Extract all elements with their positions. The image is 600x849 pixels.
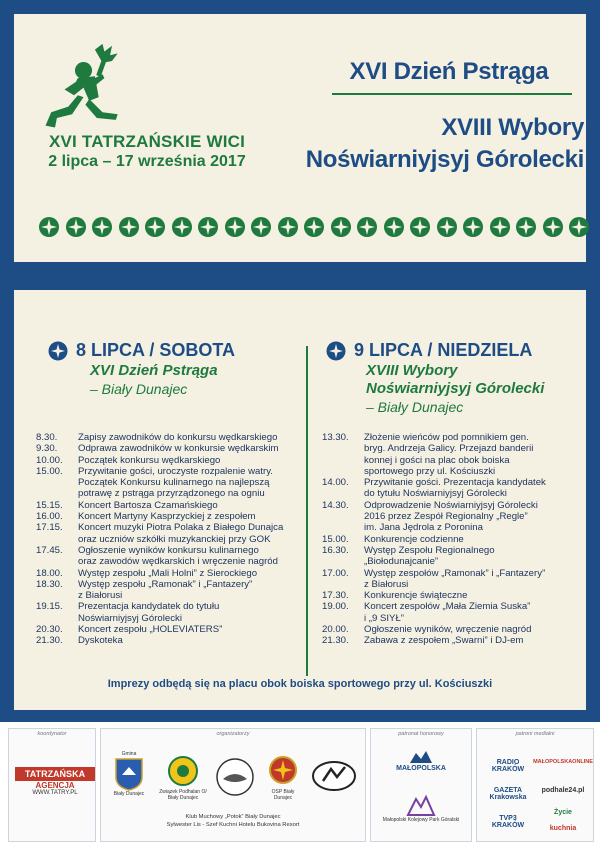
schedule-time bbox=[36, 613, 78, 624]
organizers-box bbox=[100, 728, 366, 842]
schedule-row bbox=[322, 488, 580, 499]
schedule-text: 2016 przez Zespół Regionalny „Regle” bbox=[364, 511, 528, 523]
schedule-row bbox=[322, 432, 580, 443]
schedule-text: oraz zawodów wędkarskich i wręczenie nagród bbox=[78, 556, 278, 568]
schedule-time: 21.30. bbox=[322, 635, 349, 647]
org3-name: OSP Biały Dunajec bbox=[271, 789, 295, 801]
radio-krakow-logo bbox=[483, 759, 533, 773]
rosette-icon bbox=[356, 216, 378, 238]
schedule-time: 19.15. bbox=[36, 601, 63, 613]
schedule-row bbox=[36, 579, 304, 590]
festival-title: XVI TATRZAŃSKIE WICI bbox=[48, 132, 246, 151]
day2-subtitle1: XVIII Wybory bbox=[366, 362, 458, 379]
org-bottom-line2: Sylwester Lis - Szef Kuchni Hotelu Bukovina Resort bbox=[166, 822, 300, 828]
malopolskaonline-logo bbox=[535, 759, 591, 765]
header-card bbox=[14, 14, 586, 262]
schedule-time: 15.00. bbox=[322, 533, 349, 545]
rosette-icon bbox=[568, 216, 590, 238]
schedule-text: Koncert zespołu „HOLEVIATERS” bbox=[78, 624, 223, 636]
rosette-icon bbox=[303, 216, 325, 238]
schedule-text: Ogłoszenie wyników, wręczenie nagród bbox=[364, 624, 532, 636]
fishing-club-logo-icon bbox=[215, 757, 255, 797]
rosette-icon bbox=[65, 216, 87, 238]
schedule-time: 15.15. bbox=[36, 499, 63, 511]
schedule-row bbox=[36, 477, 304, 488]
media-box bbox=[476, 728, 594, 842]
schedule-time bbox=[36, 534, 78, 545]
schedule-row bbox=[322, 601, 580, 612]
schedule-text: i „9 SIYŁ” bbox=[364, 612, 404, 624]
coordinator-box bbox=[8, 728, 96, 842]
park-logo bbox=[381, 793, 461, 823]
schedule-time bbox=[322, 511, 364, 522]
schedule-row bbox=[322, 556, 580, 567]
media6-name: Życie bbox=[554, 809, 572, 816]
schedule-text: Odprowadzenie Noświarniyjsyj Górolecki bbox=[364, 499, 538, 511]
schedule-time: 13.30. bbox=[322, 432, 349, 443]
rosette-icon bbox=[197, 216, 219, 238]
schedule-text: Występ zespołu „Ramonak” i „Fantazery” bbox=[78, 578, 253, 590]
day2-schedule bbox=[322, 432, 580, 647]
organizers-label: organizatorzy bbox=[216, 731, 250, 737]
podhale24-logo bbox=[535, 787, 591, 794]
schedule-time bbox=[36, 590, 78, 601]
malopolska-emblem-icon bbox=[406, 749, 436, 765]
title-divider bbox=[332, 93, 572, 95]
coordinator-logo-bottom: AGENCJA bbox=[35, 781, 75, 790]
zycie-logo bbox=[535, 809, 591, 816]
schedule-row bbox=[36, 545, 304, 556]
schedule-time: 17.30. bbox=[322, 590, 349, 602]
schedule-text: Przywitanie gości, uroczyste rozpalenie watry. bbox=[78, 465, 273, 477]
schedule-text: Zabawa z zespołem „Swarni” i DJ-em bbox=[364, 635, 524, 647]
day1-subtitle: XVI Dzień Pstrąga bbox=[90, 362, 218, 379]
schedule-row bbox=[322, 477, 580, 488]
coordinator-url: WWW.TATRY.PL bbox=[32, 790, 78, 796]
day1-subtitle-block bbox=[90, 362, 218, 398]
bukovina-logo-icon bbox=[311, 759, 357, 793]
schedule-text: z Białorusi bbox=[78, 590, 123, 602]
schedule-text: Koncert Martyny Kasprzyckiej z zespołem bbox=[78, 511, 256, 523]
day1-title: 8 LIPCA / SOBOTA bbox=[76, 340, 236, 360]
media4-name: podhale24.pl bbox=[541, 787, 585, 794]
schedule-time: 21.30. bbox=[36, 635, 63, 647]
day2-subtitle-block bbox=[366, 362, 544, 416]
rosette-icon bbox=[330, 216, 352, 238]
schedule-time bbox=[322, 556, 364, 567]
schedule-row bbox=[36, 556, 304, 567]
schedule-text: potrawę z pstrąga przyrządzonego na ogniu bbox=[78, 488, 265, 500]
osp-logo bbox=[263, 755, 303, 801]
schedule-text: Początek konkursu wędkarskiego bbox=[78, 454, 221, 466]
schedule-time: 17.45. bbox=[36, 544, 63, 556]
schedule-text: Początek Konkursu kulinarnego na najlepszą bbox=[78, 477, 270, 489]
schedule-time bbox=[322, 522, 364, 533]
patron-label: patronat honorowy bbox=[398, 731, 444, 737]
schedule-time: 8.30. bbox=[36, 432, 58, 443]
media5-name: TVP3 KRAKÓW bbox=[491, 815, 525, 829]
event2-title bbox=[282, 112, 584, 176]
schedule-text: Noświarniyjsyj Górolecki bbox=[78, 612, 182, 624]
day2-title: 9 LIPCA / NIEDZIELA bbox=[354, 340, 533, 360]
media2-name: MAŁOPOLSKAONLINE bbox=[533, 759, 593, 765]
event2-line2: Noświarniyjsyj Górolecki bbox=[305, 146, 584, 173]
schedule-time: 20.30. bbox=[36, 624, 63, 636]
schedule-time bbox=[322, 466, 364, 477]
schedule-time: 14.00. bbox=[322, 477, 349, 489]
schedule-row bbox=[36, 511, 304, 522]
organizers-extra bbox=[101, 813, 365, 829]
schedule-time bbox=[322, 579, 364, 590]
day2-place: – Biały Dunajec bbox=[366, 399, 464, 415]
schedule-time: 16.00. bbox=[36, 511, 63, 523]
rosette-icon bbox=[250, 216, 272, 238]
schedule-time bbox=[322, 488, 364, 499]
gazeta-krakowska-logo bbox=[483, 787, 533, 801]
program-card bbox=[14, 290, 586, 710]
schedule-row bbox=[36, 601, 304, 612]
schedule-row bbox=[322, 545, 580, 556]
schedule-row bbox=[36, 534, 304, 545]
rosette-icon bbox=[224, 216, 246, 238]
schedule-text: im. Jana Jędrola z Poronina bbox=[364, 522, 483, 534]
park-emblem-icon bbox=[406, 793, 436, 817]
schedule-row bbox=[322, 466, 580, 477]
schedule-row bbox=[36, 443, 304, 454]
schedule-text: Przywitanie gości. Prezentacja kandydatek bbox=[364, 477, 546, 489]
schedule-text: Konkurencje codzienne bbox=[364, 533, 464, 545]
sponsors-band bbox=[0, 722, 600, 849]
schedule-time: 15.00. bbox=[36, 465, 63, 477]
day1-header bbox=[48, 340, 235, 361]
gmina-logo bbox=[107, 751, 151, 797]
schedule-text: Koncert muzyki Piotra Polaka z Białego Dunajca bbox=[78, 522, 284, 534]
org1-top: Gmina bbox=[121, 751, 137, 757]
schedule-row bbox=[36, 590, 304, 601]
schedule-row bbox=[36, 522, 304, 533]
schedule-text: Występ zespołów „Ramonak” i „Fantazery” bbox=[364, 567, 546, 579]
malopolska-logo bbox=[381, 749, 461, 772]
rosette-icon bbox=[409, 216, 431, 238]
event2-line1: XVIII Wybory bbox=[441, 114, 584, 141]
venue-note: Imprezy odbędą się na placu obok boiska sportowego przy ul. Kościuszki bbox=[107, 678, 493, 690]
schedule-text: Koncert Bartosza Czamańskiego bbox=[78, 499, 218, 511]
schedule-row bbox=[36, 488, 304, 499]
rosette-icon bbox=[171, 216, 193, 238]
media3-name: GAZETA Krakowska bbox=[489, 787, 527, 801]
rosette-ornament-row bbox=[38, 216, 590, 242]
schedule-time bbox=[322, 613, 364, 624]
column-divider bbox=[306, 346, 308, 676]
schedule-text: Występ zespołu „Mali Holni” z Sierockiego bbox=[78, 567, 258, 579]
festival-dates: 2 lipca – 17 września 2017 bbox=[48, 153, 246, 170]
schedule-time: 18.00. bbox=[36, 567, 63, 579]
schedule-text: konnej i gości na plac obok boiska bbox=[364, 454, 510, 466]
schedule-text: „Biołodunajcanie” bbox=[364, 556, 439, 568]
schedule-text: Występ Zespołu Regionalnego bbox=[364, 544, 495, 556]
star-rosette-icon bbox=[48, 341, 68, 361]
podhalan-emblem-icon bbox=[167, 755, 199, 789]
schedule-time bbox=[36, 556, 78, 567]
schedule-text: Odprawa zawodników w konkursie wędkarskim bbox=[78, 443, 279, 455]
schedule-text: do tytułu Noświarniyjsyj Górolecki bbox=[364, 488, 507, 500]
schedule-row bbox=[36, 624, 304, 635]
patronage-box bbox=[370, 728, 472, 842]
schedule-time bbox=[36, 488, 78, 499]
schedule-text: oraz uczniów szkółki muzykanckiej przy GOK bbox=[78, 533, 271, 545]
schedule-row bbox=[322, 511, 580, 522]
schedule-time: 17.15. bbox=[36, 522, 63, 534]
schedule-row bbox=[322, 624, 580, 635]
org1-name: Biały Dunajec bbox=[113, 791, 145, 797]
schedule-row bbox=[36, 568, 304, 579]
rosette-icon bbox=[38, 216, 60, 238]
schedule-text: z Białorusi bbox=[364, 578, 409, 590]
schedule-time: 20.00. bbox=[322, 624, 349, 636]
star-rosette-icon bbox=[326, 341, 346, 361]
schedule-row bbox=[322, 635, 580, 646]
fire-brigade-emblem-icon bbox=[268, 755, 298, 789]
schedule-time: 16.30. bbox=[322, 544, 349, 556]
org2-name: Związek Podhalan O/ Biały Dunajec bbox=[159, 789, 207, 801]
schedule-row bbox=[322, 522, 580, 533]
schedule-row bbox=[36, 613, 304, 624]
coat-of-arms-icon bbox=[114, 757, 144, 791]
schedule-text: Dyskoteka bbox=[78, 635, 123, 647]
rosette-icon bbox=[462, 216, 484, 238]
schedule-time bbox=[322, 443, 364, 454]
schedule-time: 18.30. bbox=[36, 578, 63, 590]
media1-name: RADIO KRAKÓW bbox=[491, 759, 525, 773]
rosette-icon bbox=[118, 216, 140, 238]
schedule-text: bryg. Andrzeja Galicy. Przejazd banderii bbox=[364, 443, 534, 455]
schedule-text: Ogłoszenie wyników konkursu kulinarnego bbox=[78, 544, 259, 556]
schedule-time: 17.00. bbox=[322, 567, 349, 579]
schedule-row bbox=[36, 455, 304, 466]
schedule-text: Zapisy zawodników do konkursu wędkarskiego bbox=[78, 432, 278, 443]
schedule-row bbox=[322, 613, 580, 624]
schedule-row bbox=[36, 466, 304, 477]
schedule-row bbox=[322, 500, 580, 511]
day1-place: – Biały Dunajec bbox=[90, 381, 188, 397]
rosette-icon bbox=[515, 216, 537, 238]
schedule-row bbox=[322, 579, 580, 590]
schedule-row bbox=[322, 590, 580, 601]
schedule-text: Złożenie wieńców pod pomnikiem gen. bbox=[364, 432, 529, 443]
day1-schedule bbox=[36, 432, 304, 647]
rosette-icon bbox=[489, 216, 511, 238]
schedule-row bbox=[322, 568, 580, 579]
rosette-icon bbox=[542, 216, 564, 238]
tvp3-logo bbox=[483, 815, 533, 829]
schedule-row bbox=[36, 432, 304, 443]
schedule-text: sportowego przy ul. Kościuszki bbox=[364, 465, 496, 477]
day2-header bbox=[326, 340, 532, 361]
coordinator-logo-top: TATRZAŃSKA bbox=[15, 767, 95, 781]
kuchnia-logo bbox=[535, 825, 591, 832]
schedule-time: 10.00. bbox=[36, 454, 63, 466]
rosette-icon bbox=[436, 216, 458, 238]
schedule-text: Konkurencje świąteczne bbox=[364, 590, 468, 602]
tatrzanska-agencja-logo bbox=[15, 767, 95, 811]
coordinator-label: koordynator bbox=[37, 731, 67, 737]
schedule-time: 14.30. bbox=[322, 499, 349, 511]
schedule-row bbox=[36, 635, 304, 646]
schedule-row bbox=[322, 443, 580, 454]
day2-subtitle2: Noświarniyjsyj Górolecki bbox=[366, 380, 545, 397]
schedule-row bbox=[322, 455, 580, 466]
schedule-row bbox=[36, 500, 304, 511]
torch-runner-icon bbox=[36, 42, 131, 137]
media-label: patroni medialni bbox=[515, 731, 555, 737]
rosette-icon bbox=[144, 216, 166, 238]
zwiazek-podhalan-logo bbox=[155, 755, 211, 801]
schedule-text: Prezentacja kandydatek do tytułu bbox=[78, 601, 220, 613]
patron2-name: Małopolski Kolejowy Park Góralski bbox=[382, 817, 460, 823]
schedule-time: 9.30. bbox=[36, 443, 58, 455]
schedule-time bbox=[36, 477, 78, 488]
rosette-icon bbox=[91, 216, 113, 238]
rosette-icon bbox=[383, 216, 405, 238]
patron1-name: MAŁOPOLSKA bbox=[396, 765, 446, 772]
schedule-row bbox=[322, 534, 580, 545]
org-bottom-line1: Klub Muchowy „Potok” Biały Dunajec bbox=[185, 814, 281, 820]
rosette-icon bbox=[277, 216, 299, 238]
media7-name: kuchnia bbox=[549, 825, 577, 832]
schedule-text: Koncert zespołów „Mała Ziemia Suska” bbox=[364, 601, 531, 613]
schedule-time: 19.00. bbox=[322, 601, 349, 613]
event1-title: XVI Dzień Pstrąga bbox=[349, 58, 549, 85]
schedule-time bbox=[322, 455, 364, 466]
